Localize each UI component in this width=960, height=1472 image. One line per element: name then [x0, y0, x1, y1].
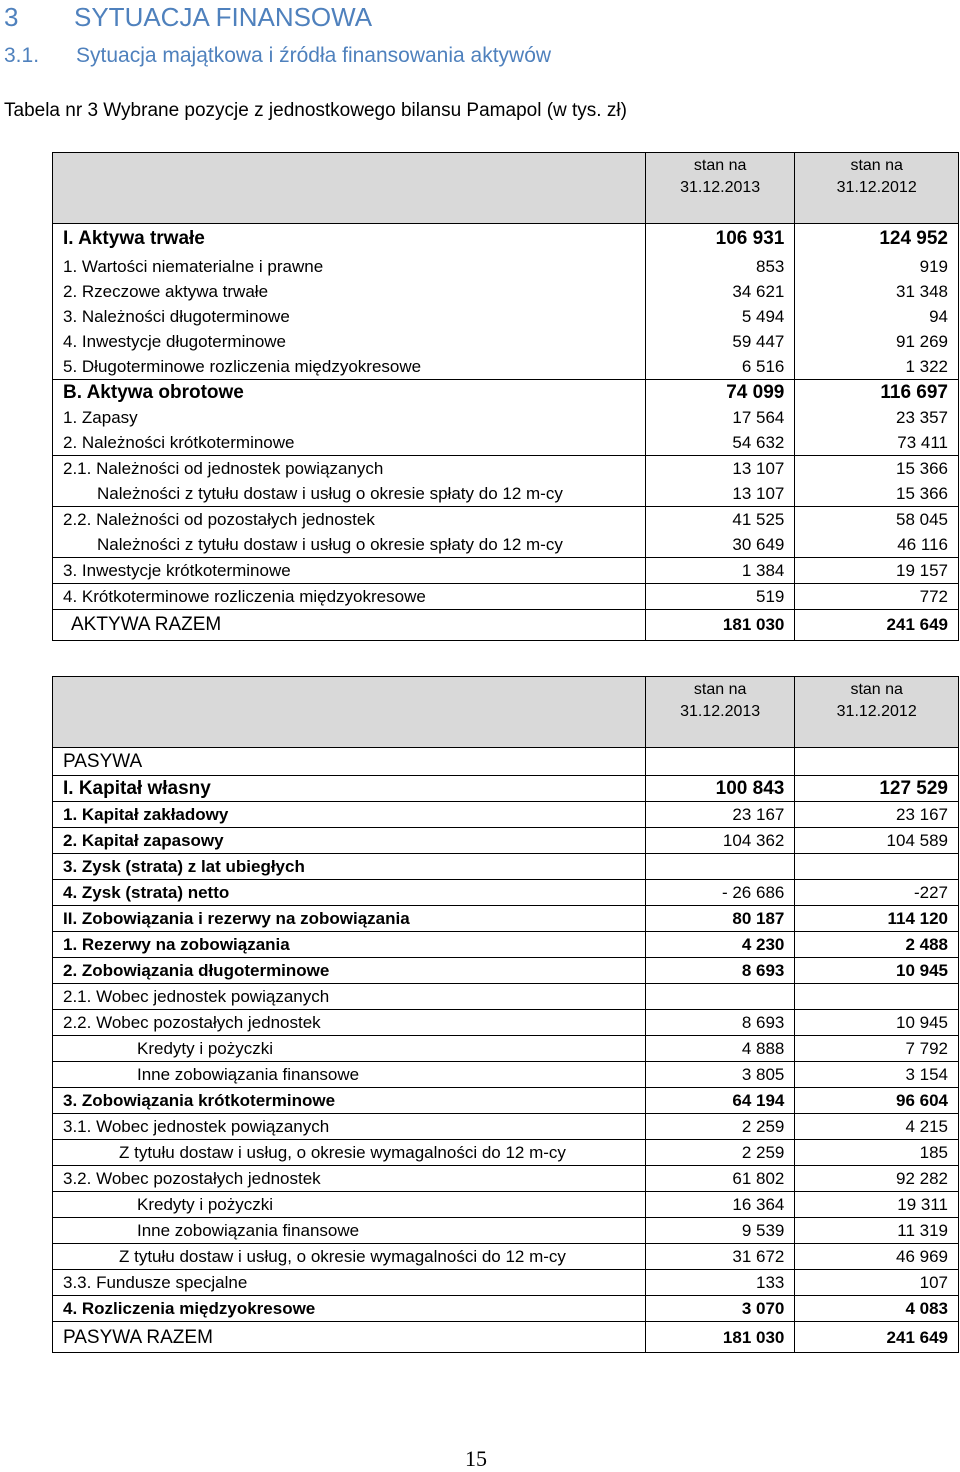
header-blank-cell	[53, 153, 646, 224]
table-cell: 2 488	[795, 932, 959, 958]
table-cell: -227	[795, 880, 959, 906]
table-cell: 2.2. Należności od pozostałych jednostek	[53, 506, 646, 532]
table-cell: 772	[795, 583, 959, 609]
table-cell: 3.1. Wobec jednostek powiązanych	[53, 1114, 646, 1140]
table-cell: 104 589	[795, 828, 959, 854]
table-cell: 3. Zobowiązania krótkoterminowe	[53, 1088, 646, 1114]
table-cell: 11 319	[795, 1218, 959, 1244]
table-cell: 15 366	[795, 481, 959, 507]
table-cell: 4. Krótkoterminowe rozliczenia międzyokresowe	[53, 583, 646, 609]
table-cell: 1. Kapitał zakładowy	[53, 802, 646, 828]
table-cell: 2. Należności krótkoterminowe	[53, 430, 646, 456]
table-row	[53, 1270, 959, 1296]
table-cell: 2. Kapitał zapasowy	[53, 828, 646, 854]
table-row	[53, 279, 959, 304]
table-row	[53, 906, 959, 932]
table-row	[53, 1010, 959, 1036]
table-row	[53, 430, 959, 456]
table-cell: Należności z tytułu dostaw i usług o okresie spłaty do 12 m-cy	[53, 481, 646, 507]
table-cell: 1. Wartości niematerialne i prawne	[53, 254, 646, 279]
table-cell: 91 269	[795, 329, 959, 354]
table-cell: 46 116	[795, 532, 959, 558]
table-cell: 31 348	[795, 279, 959, 304]
table-cell: 4 083	[795, 1296, 959, 1322]
table-cell: 181 030	[645, 609, 794, 640]
liabilities-header-row	[53, 677, 959, 748]
table-cell: 3 805	[645, 1062, 794, 1088]
table-cell: 3 070	[645, 1296, 794, 1322]
page-number: 15	[465, 1446, 487, 1471]
table-cell: 31.12.2012	[836, 179, 917, 196]
table-cell: 4 215	[795, 1114, 959, 1140]
table-cell: II. Zobowiązania i rezerwy na zobowiązania	[53, 906, 646, 932]
table-cell: 64 194	[645, 1088, 794, 1114]
table-cell: 106 931	[645, 224, 794, 254]
liabilities-table	[52, 676, 959, 1353]
table-cell: 41 525	[645, 506, 794, 532]
table-cell: 4. Zysk (strata) netto	[53, 880, 646, 906]
table-cell: 17 564	[645, 405, 794, 430]
table-cell: 34 621	[645, 279, 794, 304]
table-cell	[795, 984, 959, 1010]
table-cell: 8 693	[645, 1010, 794, 1036]
table-row	[53, 354, 959, 380]
table-cell: 107	[795, 1270, 959, 1296]
table-cell: stan na	[850, 681, 903, 698]
header-2013	[645, 153, 794, 224]
table-cell: 2. Zobowiązania długoterminowe	[53, 958, 646, 984]
table-cell: 2 259	[645, 1114, 794, 1140]
table-cell: 919	[795, 254, 959, 279]
table-cell: 92 282	[795, 1166, 959, 1192]
table-cell: 3. Inwestycje krótkoterminowe	[53, 557, 646, 583]
table-cell: PASYWA RAZEM	[53, 1322, 646, 1353]
table-cell: 127 529	[795, 776, 959, 802]
table-row	[53, 1062, 959, 1088]
table-cell: 2 259	[645, 1140, 794, 1166]
table-cell: 19 311	[795, 1192, 959, 1218]
table-cell: 31 672	[645, 1244, 794, 1270]
table-cell: 3 154	[795, 1062, 959, 1088]
table-cell: 4 230	[645, 932, 794, 958]
table-cell	[645, 854, 794, 880]
table-cell: 2.1. Wobec jednostek powiązanych	[53, 984, 646, 1010]
table-cell: 15 366	[795, 455, 959, 481]
table-row	[53, 1244, 959, 1270]
table-cell: 2. Rzeczowe aktywa trwałe	[53, 279, 646, 304]
table-cell: 3. Zysk (strata) z lat ubiegłych	[53, 854, 646, 880]
table-row	[53, 224, 959, 254]
table-cell: 1 322	[795, 354, 959, 380]
table-cell: 2.2. Wobec pozostałych jednostek	[53, 1010, 646, 1036]
table-row	[53, 481, 959, 507]
table-row	[53, 880, 959, 906]
table-cell: 13 107	[645, 481, 794, 507]
table-row	[53, 1114, 959, 1140]
table-cell: - 26 686	[645, 880, 794, 906]
table-cell: 241 649	[795, 609, 959, 640]
table-cell: 13 107	[645, 455, 794, 481]
header-2012	[795, 153, 959, 224]
table-row	[53, 776, 959, 802]
table-row	[53, 254, 959, 279]
assets-header-row	[53, 153, 959, 224]
table-row	[53, 557, 959, 583]
table-cell: 54 632	[645, 430, 794, 456]
subsection-title: Sytuacja majątkowa i źródła finansowania aktywów	[76, 44, 552, 67]
table-cell: PASYWA	[53, 748, 646, 776]
table-row	[53, 455, 959, 481]
table-cell: Inne zobowiązania finansowe	[53, 1218, 646, 1244]
table-cell: I. Aktywa trwałe	[53, 224, 646, 254]
table-row	[53, 1088, 959, 1114]
table-row	[53, 304, 959, 329]
table-cell: 30 649	[645, 532, 794, 558]
table-row	[53, 984, 959, 1010]
table-cell: 73 411	[795, 430, 959, 456]
table-cell: 853	[645, 254, 794, 279]
table-cell: 114 120	[795, 906, 959, 932]
table-cell: 3.2. Wobec pozostałych jednostek	[53, 1166, 646, 1192]
table-cell: 4. Rozliczenia międzyokresowe	[53, 1296, 646, 1322]
table-cell: 10 945	[795, 1010, 959, 1036]
table-cell: 5. Długoterminowe rozliczenia międzyokresowe	[53, 354, 646, 380]
table-row	[53, 329, 959, 354]
section-title: SYTUACJA FINANSOWA	[74, 2, 373, 32]
table-row	[53, 506, 959, 532]
table-cell: 10 945	[795, 958, 959, 984]
section-number: 3	[4, 2, 19, 32]
header-2012	[795, 677, 959, 748]
liabilities-total-row	[53, 1322, 959, 1353]
table-cell: 124 952	[795, 224, 959, 254]
table-row	[53, 802, 959, 828]
table-row	[53, 1036, 959, 1062]
table-cell: Inne zobowiązania finansowe	[53, 1062, 646, 1088]
table-cell	[795, 748, 959, 776]
table-cell: 23 167	[645, 802, 794, 828]
table-caption: Tabela nr 3 Wybrane pozycje z jednostkowego bilansu Pamapol (w tys. zł)	[4, 100, 627, 121]
subsection-heading	[4, 44, 551, 68]
table-row	[53, 748, 959, 776]
table-cell: AKTYWA RAZEM	[53, 609, 646, 640]
table-cell: Należności z tytułu dostaw i usług o okresie spłaty do 12 m-cy	[53, 532, 646, 558]
table-cell: 23 167	[795, 802, 959, 828]
table-cell: 5 494	[645, 304, 794, 329]
table-cell: 4. Inwestycje długoterminowe	[53, 329, 646, 354]
table-cell: 8 693	[645, 958, 794, 984]
table-cell: 2.1. Należności od jednostek powiązanych	[53, 455, 646, 481]
table-cell: 1. Rezerwy na zobowiązania	[53, 932, 646, 958]
table-cell: Z tytułu dostaw i usług, o okresie wymagalności do 12 m-cy	[53, 1244, 646, 1270]
table-cell: 133	[645, 1270, 794, 1296]
header-blank-cell	[53, 677, 646, 748]
table-cell: 61 802	[645, 1166, 794, 1192]
table-cell: stan na	[693, 681, 747, 698]
table-cell: 9 539	[645, 1218, 794, 1244]
table-cell	[645, 748, 794, 776]
table-row	[53, 1192, 959, 1218]
table-cell: 3. Należności długoterminowe	[53, 304, 646, 329]
table-cell: 1. Zapasy	[53, 405, 646, 430]
header-2013	[645, 677, 794, 748]
table-row	[53, 1140, 959, 1166]
table-cell: 31.12.2013	[680, 179, 761, 196]
table-cell: Kredyty i pożyczki	[53, 1036, 646, 1062]
table-cell: 31.12.2012	[836, 703, 917, 720]
table-row	[53, 958, 959, 984]
assets-total-row	[53, 609, 959, 640]
table-cell: 181 030	[645, 1322, 794, 1353]
table-cell: 96 604	[795, 1088, 959, 1114]
table-cell: 58 045	[795, 506, 959, 532]
table-cell: 185	[795, 1140, 959, 1166]
table-cell: 7 792	[795, 1036, 959, 1062]
table-cell: 4 888	[645, 1036, 794, 1062]
table-row	[53, 854, 959, 880]
table-cell: 104 362	[645, 828, 794, 854]
table-cell: 241 649	[795, 1322, 959, 1353]
table-row	[53, 1296, 959, 1322]
table-cell: stan na	[850, 157, 903, 174]
table-row	[53, 379, 959, 405]
table-cell: 94	[795, 304, 959, 329]
table-cell	[795, 854, 959, 880]
table-cell: 116 697	[795, 379, 959, 405]
table-cell: 16 364	[645, 1192, 794, 1218]
table-cell: B. Aktywa obrotowe	[53, 379, 646, 405]
table-cell: 519	[645, 583, 794, 609]
table-row	[53, 583, 959, 609]
table-cell: Z tytułu dostaw i usług, o okresie wymagalności do 12 m-cy	[53, 1140, 646, 1166]
table-cell: 6 516	[645, 354, 794, 380]
table-cell: 46 969	[795, 1244, 959, 1270]
table-row	[53, 1218, 959, 1244]
table-cell: 80 187	[645, 906, 794, 932]
table-cell: 31.12.2013	[680, 703, 761, 720]
table-cell: Kredyty i pożyczki	[53, 1192, 646, 1218]
table-cell: 59 447	[645, 329, 794, 354]
table-cell: I. Kapitał własny	[53, 776, 646, 802]
table-cell: 74 099	[645, 379, 794, 405]
table-cell: 23 357	[795, 405, 959, 430]
assets-table	[52, 152, 959, 641]
table-row	[53, 828, 959, 854]
section-heading	[4, 2, 372, 33]
table-cell: stan na	[693, 157, 747, 174]
table-row	[53, 1166, 959, 1192]
table-row	[53, 405, 959, 430]
table-cell: 1 384	[645, 557, 794, 583]
table-row	[53, 532, 959, 558]
table-row	[53, 932, 959, 958]
table-cell: 19 157	[795, 557, 959, 583]
table-cell	[645, 984, 794, 1010]
table-cell: 100 843	[645, 776, 794, 802]
table-cell: 3.3. Fundusze specjalne	[53, 1270, 646, 1296]
subsection-number: 3.1.	[4, 44, 40, 67]
